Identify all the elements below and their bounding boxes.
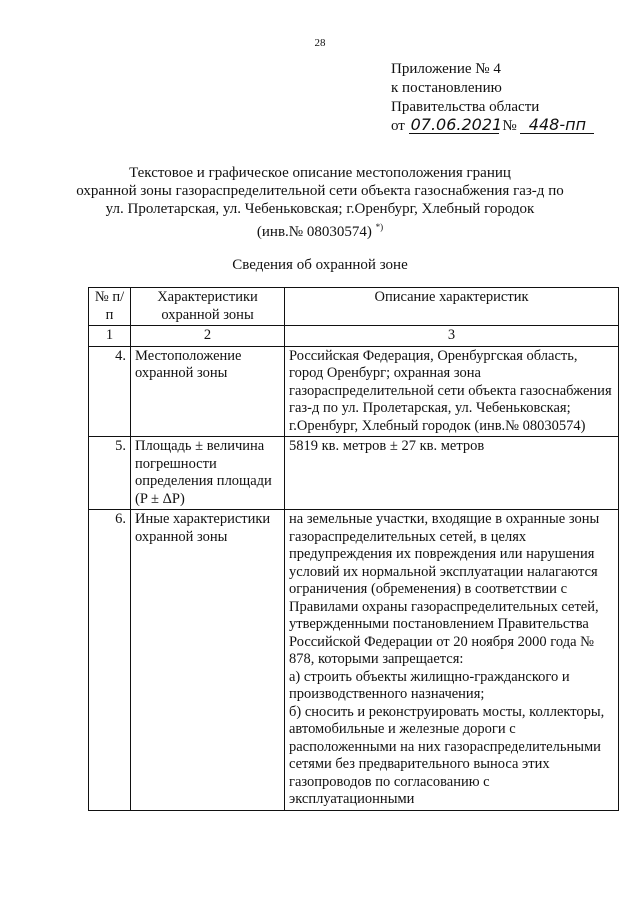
title-line-4: (инв.№ 08030574) [256,224,372,240]
index-cell-2: 2 [131,326,285,347]
table-index-row [89,326,619,347]
row-description: Российская Федерация, Оренбургская область, город Оренбург; охранная зона газораспределительной сети объекта газоснабжения газ-д по ул. Пролетарская, ул. Чебеньковская; г.Оренбург, Хлебный городок (инв.№ 08030574) [285,346,619,437]
index-cell-3: 3 [285,326,619,347]
table-row [89,437,619,510]
row-description: 5819 кв. метров ± 27 кв. метров [285,437,619,510]
table-row [89,346,619,437]
row-characteristic: Местоположение охранной зоны [131,346,285,437]
row-characteristic: Площадь ± величина погрешности определения площади (P ± ΔP) [131,437,285,510]
row-number: 6. [89,510,131,811]
appendix-block [391,60,594,136]
header-characteristic: Характеристики охранной зоны [131,288,285,326]
handwritten-date: 07.06.2021 [410,115,503,134]
row-number: 4. [89,346,131,437]
row-description: на земельные участки, входящие в охранные зоны газораспределительных сетей, в целях предупреждения их повреждения или нарушения условий их нормальной эксплуатации налагаются ограничения (обременения) в соответствии с Правилами охраны газораспределительных сетей, утвержденными постановлением Правительства Российской Федерации от 20 ноября 2000 года № 878, которыми запрещается: а) строить объекты жилищно-гражданского и производственного назначения; б) сносить и реконструировать мосты, коллекторы, автомобильные и железные дороги с расположенными на них газораспределительными сетями без предварительного выноса этих газопроводов по согласованию с эксплуатационными [285,510,619,811]
row-characteristic: Иные характеристики охранной зоны [131,510,285,811]
table-row [89,510,619,811]
section-subtitle: Сведения об охранной зоне [232,257,408,273]
header-description: Описание характеристик [285,288,619,326]
appendix-line-1: Приложение № 4 [391,61,501,77]
title-line-3: ул. Пролетарская, ул. Чебеньковская; г.Оренбург, Хлебный городок [105,201,535,217]
index-cell-1: 1 [89,326,131,347]
appendix-date-line [391,117,594,136]
zone-info-table [88,287,619,811]
footnote-mark: *) [375,222,384,232]
handwritten-number: 448-пп [520,117,594,134]
page-number: 28 [314,37,326,49]
from-prefix: от [391,118,405,134]
document-title [60,164,580,241]
row-number: 5. [89,437,131,510]
appendix-line-2: к постановлению [391,80,502,96]
header-number: № п/п [89,288,131,326]
appendix-line-3: Правительства области [391,99,540,115]
title-line-4-wrap [60,218,580,241]
title-line-1: Текстовое и графическое описание местоположения границ [129,165,511,181]
number-sign: № [502,118,517,134]
title-line-2: охранной зоны газораспределительной сети объекта газоснабжения газ-д по [76,183,564,199]
table-header-row [89,288,619,326]
